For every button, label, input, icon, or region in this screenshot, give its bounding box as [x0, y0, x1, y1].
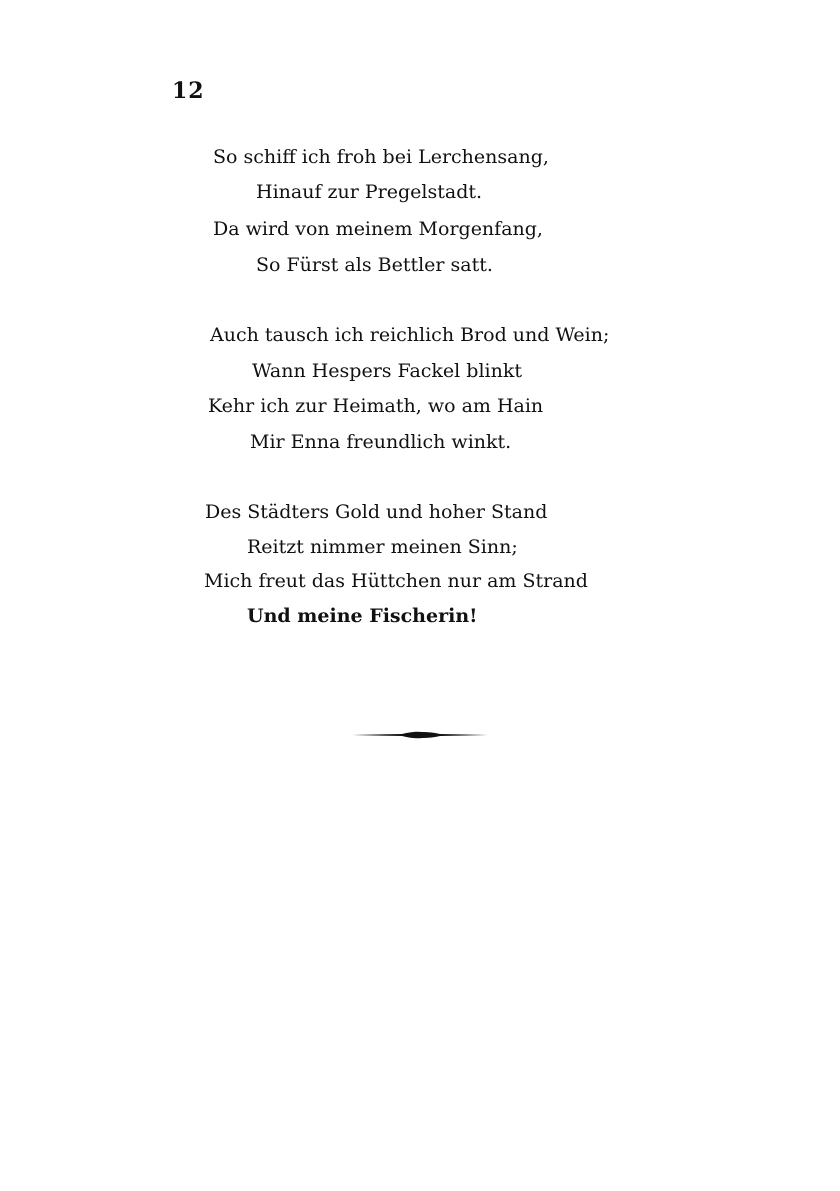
verse-line: Auch tausch ich reichlich Brod und Wein; [210, 324, 610, 346]
verse-line: Hinauf zur Pregelstadt. [256, 181, 483, 203]
verse-line: Und meine Fischerin! [247, 605, 478, 627]
verse-line: Mir Enna freundlich winkt. [250, 431, 512, 453]
verse-line: Da wird von meinem Morgenfang, [213, 218, 543, 240]
verse-line: So schiff ich froh bei Lerchensang, [213, 146, 549, 168]
ornament-rule-icon [352, 728, 488, 742]
verse-line: Wann Hespers Fackel blinkt [252, 360, 522, 382]
verse-line: Des Städters Gold und hoher Stand [205, 501, 548, 523]
page-number: 12 [172, 78, 205, 104]
verse-line: So Fürst als Bettler satt. [256, 254, 493, 276]
verse-line: Mich freut das Hüttchen nur am Strand [204, 570, 588, 592]
verse-line: Kehr ich zur Heimath, wo am Hain [208, 395, 544, 417]
verse-line: Reitzt nimmer meinen Sinn; [247, 536, 518, 558]
